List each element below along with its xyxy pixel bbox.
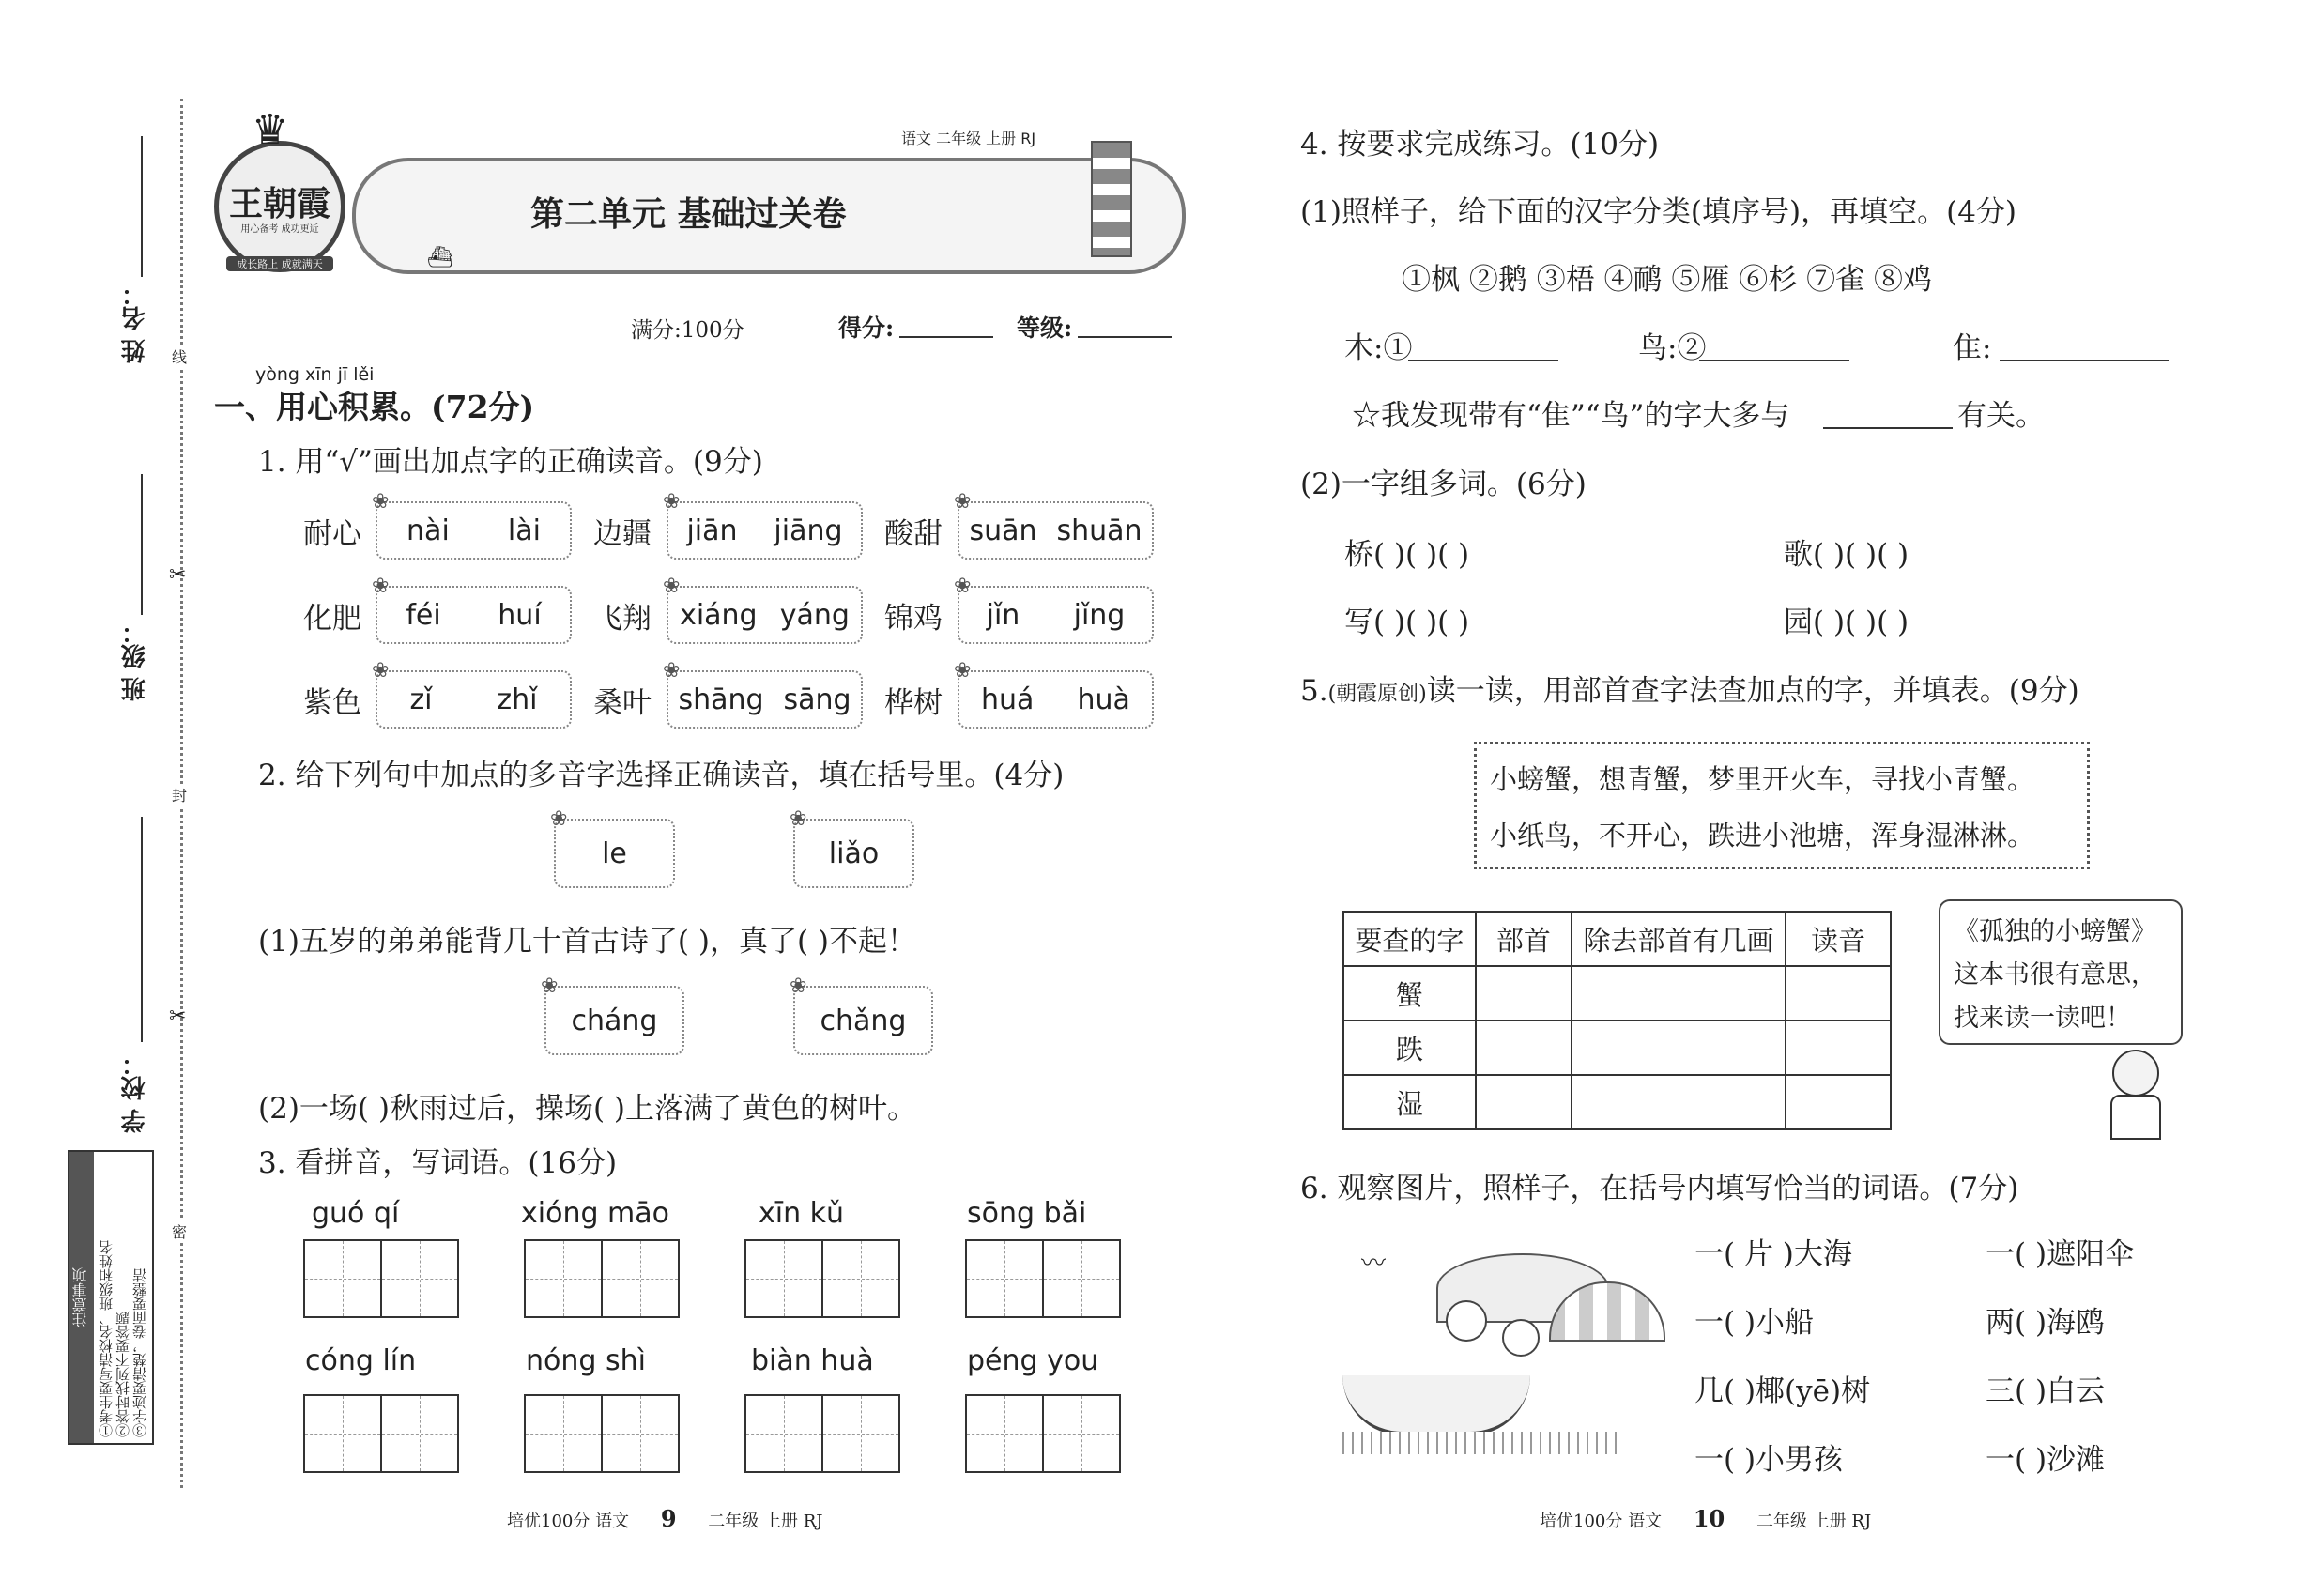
q1-item: 桑叶 <box>593 686 652 720</box>
word-group-row[interactable]: 写( )( )( ) <box>1344 606 1470 639</box>
pinyin-option: ❀ le <box>554 819 675 888</box>
q5-title: 5.(朝霞原创)读一读，用部首查字法查加点的字，并填表。(9分) <box>1300 674 2079 708</box>
q3-pinyin: biàn huà <box>751 1344 874 1377</box>
q1-item: 耐心 <box>303 517 361 551</box>
q4-part1: (1)照样子，给下面的汉字分类(填序号)，再填空。(4分) <box>1300 195 2017 229</box>
pinyin-option: ❀ cháng <box>544 986 684 1055</box>
grade-field[interactable] <box>1078 336 1172 338</box>
table-cell[interactable] <box>1786 1021 1891 1075</box>
q1-item: 紫色 <box>303 686 361 720</box>
q6-item[interactable]: 一( )遮阳伞 <box>1986 1237 2135 1271</box>
table-row <box>1343 1021 1891 1075</box>
boy-avatar <box>2103 1050 2169 1139</box>
notice-title: 注意事项 <box>69 1152 94 1443</box>
word-group-row[interactable]: 歌( )( )( ) <box>1784 538 1909 572</box>
find-tail: 有关。 <box>1957 399 2045 433</box>
school-label: 学 校： <box>121 1051 149 1134</box>
category-bird: 鸟:② <box>1638 331 1707 365</box>
bow-icon: ❀ <box>954 659 972 683</box>
score-label: 得分: <box>838 315 895 342</box>
bow-icon: ❀ <box>790 807 807 831</box>
footer-right: 培优100分 语文 10 二年级 上册 RJ <box>1540 1505 1872 1532</box>
name-label: 姓 名： <box>121 282 149 364</box>
bow-icon: ❀ <box>372 659 390 683</box>
q6-item[interactable]: 几( )椰(yē)树 <box>1694 1374 1871 1408</box>
pinyin-choice-box[interactable]: ❀ shāng sāng <box>667 670 863 729</box>
table-header: 读音 <box>1786 912 1891 966</box>
boy-body <box>2110 1095 2161 1140</box>
crown-icon: ♛ <box>252 106 289 154</box>
q1-item: 桦树 <box>884 686 943 720</box>
page-number: 9 <box>660 1505 677 1532</box>
class-label: 班 级： <box>121 620 149 702</box>
writing-grid[interactable] <box>1042 1394 1121 1473</box>
writing-grid[interactable] <box>303 1239 382 1318</box>
cut-mark-dense: 密 <box>169 1220 190 1242</box>
notice-item: ①考生要写清校名、班级和姓名 <box>98 1240 115 1437</box>
brand-tagline: 用心备考 成功更近 <box>240 224 319 235</box>
table-header: 部首 <box>1476 912 1572 966</box>
poem-line: 小螃蟹，想青蟹，梦里开火车，寻找小青蟹。 <box>1490 763 2035 795</box>
table-header: 要查的字 <box>1343 912 1476 966</box>
bow-icon: ❀ <box>663 575 681 598</box>
table-row <box>1343 1075 1891 1129</box>
table-char: 跌 <box>1343 1021 1476 1075</box>
table-cell[interactable] <box>1476 1075 1572 1129</box>
q3-pinyin: sōng bǎi <box>967 1197 1087 1230</box>
boy-figure <box>1446 1300 1487 1342</box>
q3-pinyin: xīn kǔ <box>759 1197 845 1230</box>
pinyin-choice-box[interactable]: ❀ huá huà <box>958 670 1154 729</box>
original-tag: (朝霞原创) <box>1327 683 1427 706</box>
q6-item[interactable]: 一( )沙滩 <box>1986 1443 2106 1477</box>
score-field[interactable] <box>899 336 993 338</box>
find-statement: ☆我发现带有“隹”“鸟”的字大多与 <box>1352 399 1790 433</box>
writing-grid[interactable] <box>601 1239 680 1318</box>
writing-grid[interactable] <box>744 1239 823 1318</box>
name-line[interactable] <box>141 136 143 277</box>
writing-grid[interactable] <box>744 1394 823 1473</box>
section-title: 一、用心积累。(72分) <box>214 389 535 425</box>
q4-chars: ①枫 ②鹅 ③梧 ④鸸 ⑤雁 ⑥杉 ⑦雀 ⑧鸡 <box>1402 263 1932 297</box>
grade-label: 等级: <box>1017 315 1073 342</box>
cut-mark-line: 线 <box>169 345 190 367</box>
category-wood-field[interactable] <box>1408 360 1558 361</box>
q4-part2: (2)一字组多词。(6分) <box>1300 468 1587 501</box>
q6-item[interactable]: 一( 片 )大海 <box>1694 1237 1852 1271</box>
writing-grid[interactable] <box>965 1394 1044 1473</box>
q2-title: 2. 给下列句中加点的多音字选择正确读音，填在括号里。(4分) <box>258 759 1065 792</box>
cut-mark-seal: 封 <box>169 784 190 806</box>
table-cell[interactable] <box>1572 966 1786 1021</box>
class-line[interactable] <box>141 474 143 615</box>
q1-item: 边疆 <box>593 517 652 551</box>
q1-item: 锦鸡 <box>884 602 943 636</box>
writing-grid[interactable] <box>380 1394 459 1473</box>
notice-item: ③字迹要清楚，卷面要整洁 <box>131 1268 148 1437</box>
q6-item[interactable]: 两( )海鸥 <box>1986 1306 2106 1340</box>
brand-logo <box>214 106 345 272</box>
q3-title: 3. 看拼音，写词语。(16分) <box>258 1146 618 1180</box>
table-cell[interactable] <box>1572 1075 1786 1129</box>
pinyin-choice-box[interactable]: ❀ zǐ zhǐ <box>376 670 572 729</box>
table-header: 除去部首有几画 <box>1572 912 1786 966</box>
full-score: 满分:100分 <box>631 318 744 343</box>
pinyin-choice-box[interactable]: ❀ xiáng yáng <box>667 586 863 644</box>
bow-icon: ❀ <box>541 974 559 998</box>
pinyin-option: ❀ liǎo <box>793 819 914 888</box>
brand-ribbon: 成长路上 成就满天 <box>226 256 333 271</box>
q2-sentence-1[interactable]: (1)五岁的弟弟能背几十首古诗了( )，真了( )不起！ <box>258 925 916 959</box>
table-char: 湿 <box>1343 1075 1476 1129</box>
writing-grid[interactable] <box>965 1239 1044 1318</box>
section-pinyin: yòng xīn jī lěi <box>255 364 375 385</box>
q1-title: 1. 用“√”画出加点字的正确读音。(9分) <box>258 445 763 479</box>
bow-icon: ❀ <box>663 490 681 514</box>
bow-icon: ❀ <box>550 807 568 831</box>
lighthouse-icon <box>1091 141 1132 257</box>
q4-title: 4. 按要求完成练习。(10分) <box>1300 128 1660 161</box>
q1-item: 酸甜 <box>884 517 943 551</box>
writing-grid[interactable] <box>601 1394 680 1473</box>
category-wood: 木:① <box>1344 331 1413 365</box>
q1-item: 化肥 <box>303 602 361 636</box>
writing-grid[interactable] <box>821 1239 900 1318</box>
q6-item[interactable]: 一( )小船 <box>1694 1306 1815 1340</box>
table-cell[interactable] <box>1572 1021 1786 1075</box>
q6-item[interactable]: 一( )小男孩 <box>1694 1443 1844 1477</box>
category-zhui: 隹: <box>1953 331 1992 365</box>
q6-title: 6. 观察图片，照样子，在括号内填写恰当的词语。(7分) <box>1300 1172 2019 1205</box>
q3-pinyin: nóng shì <box>526 1344 646 1377</box>
notice-item: ②答时找列不要答题 <box>115 1311 131 1437</box>
boy-head <box>2112 1050 2159 1097</box>
writing-grid[interactable] <box>524 1394 603 1473</box>
pinyin-choice-box[interactable]: ❀ nài lài <box>376 501 572 560</box>
q2-sentence-2[interactable]: (2)一场( )秋雨过后，操场( )上落满了黄色的树叶。 <box>258 1092 916 1126</box>
q3-pinyin: guó qí <box>312 1197 400 1230</box>
find-field[interactable] <box>1823 427 1953 429</box>
table-cell[interactable] <box>1476 966 1572 1021</box>
boat-icon <box>1342 1375 1530 1435</box>
writing-grid[interactable] <box>524 1239 603 1318</box>
pinyin-choice-box[interactable]: ❀ suān shuān <box>958 501 1154 560</box>
scissors-icon: ✂ <box>169 1005 187 1028</box>
word-group-row[interactable]: 桥( )( )( ) <box>1344 538 1470 572</box>
table-header-row <box>1343 912 1891 966</box>
poem-line: 小纸鸟，不开心，跌进小池塘，浑身湿淋淋。 <box>1490 820 2035 852</box>
writing-grid[interactable] <box>380 1239 459 1318</box>
speech-bubble: 《孤独的小螃蟹》这本书很有意思，找来读一读吧！ <box>1939 899 2183 1045</box>
school-line[interactable] <box>141 817 143 1042</box>
writing-grid[interactable] <box>821 1394 900 1473</box>
table-row <box>1343 966 1891 1021</box>
pinyin-choice-box[interactable]: ❀ féi huí <box>376 586 572 644</box>
q1-item: 飞翔 <box>593 602 652 636</box>
pinyin-choice-box[interactable]: ❀ jǐn jǐng <box>958 586 1154 644</box>
subject-meta: 语文 二年级 上册 RJ <box>901 130 1036 147</box>
bow-icon: ❀ <box>790 974 807 998</box>
table-cell[interactable] <box>1786 966 1891 1021</box>
page-title: 第二单元 基础过关卷 <box>530 195 847 234</box>
category-zhui-field[interactable] <box>2000 360 2169 361</box>
q3-pinyin: xióng māo <box>521 1197 669 1230</box>
pinyin-choice-box[interactable]: ❀ jiān jiāng <box>667 501 863 560</box>
writing-grid[interactable] <box>1042 1239 1121 1318</box>
writing-grid[interactable] <box>303 1394 382 1473</box>
scissors-icon: ✂ <box>169 563 187 587</box>
q3-pinyin: cóng lín <box>305 1344 417 1377</box>
brand-name: 王朝霞 <box>228 184 330 223</box>
beach-illustration <box>1342 1244 1680 1460</box>
table-cell[interactable] <box>1476 1021 1572 1075</box>
word-group-row[interactable]: 园( )( )( ) <box>1784 606 1909 639</box>
q6-item[interactable]: 三( )白云 <box>1986 1374 2106 1408</box>
notice-box <box>68 1150 154 1445</box>
radical-table <box>1342 911 1892 1130</box>
pinyin-option: ❀ chǎng <box>793 986 933 1055</box>
footer-left: 培优100分 语文 9 二年级 上册 RJ <box>507 1505 823 1532</box>
bow-icon: ❀ <box>954 490 972 514</box>
bow-icon: ❀ <box>372 490 390 514</box>
sea-waves <box>1342 1432 1624 1454</box>
seagull-icon: 〰 <box>1361 1250 1387 1278</box>
category-bird-field[interactable] <box>1699 360 1849 361</box>
bow-icon: ❀ <box>372 575 390 598</box>
poem-box <box>1474 742 2090 869</box>
bow-icon: ❀ <box>954 575 972 598</box>
table-char: 蟹 <box>1343 966 1476 1021</box>
boy-figure <box>1502 1319 1540 1357</box>
ship-icon: ⛴ <box>427 246 453 269</box>
page-number: 10 <box>1693 1505 1725 1532</box>
bow-icon: ❀ <box>663 659 681 683</box>
q3-pinyin: péng you <box>967 1344 1099 1377</box>
table-cell[interactable] <box>1786 1075 1891 1129</box>
